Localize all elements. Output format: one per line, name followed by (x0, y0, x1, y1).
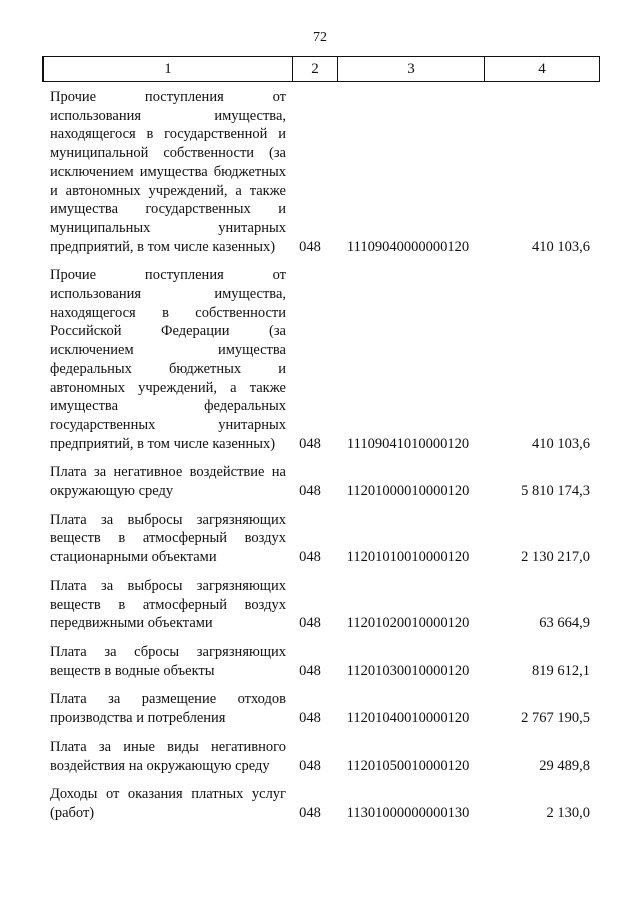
budget-classification-code: 11201050010000120 (346, 757, 470, 774)
table-row (42, 463, 598, 500)
amount: 410 103,6 (532, 238, 590, 255)
revenue-name: Плата за выбросы загрязняющих веществ в атмосферный воздух передвижными объектами (50, 577, 286, 632)
revenue-name: Плата за негативное воздействие на окружающую среду (50, 464, 286, 500)
admin-code: 048 (299, 435, 321, 452)
table-row (42, 577, 598, 633)
budget-classification-code: 11201020010000120 (346, 615, 470, 632)
column-header-1: 1 (43, 57, 293, 82)
amount: 2 130,0 (546, 804, 590, 821)
revenue-name: Плата за иные виды негативного воздействия на окружающую среду (50, 738, 286, 774)
column-header-table (42, 56, 600, 82)
admin-code: 048 (299, 483, 321, 500)
table-row (42, 785, 598, 822)
revenue-name: Плата за сбросы загрязняющих веществ в водные объекты (50, 643, 286, 679)
table-row (42, 690, 598, 727)
admin-code: 048 (299, 804, 321, 821)
budget-classification-code: 11301000000000130 (346, 804, 470, 821)
revenue-table-body (42, 88, 598, 833)
amount: 2 130 217,0 (521, 549, 590, 566)
table-row (42, 266, 598, 453)
amount: 819 612,1 (532, 662, 590, 679)
table-row (42, 88, 598, 256)
budget-classification-code: 11201040010000120 (346, 710, 470, 727)
table-row (42, 738, 598, 775)
budget-classification-code: 11201030010000120 (346, 662, 470, 679)
admin-code: 048 (299, 757, 321, 774)
budget-classification-code: 11109040000000120 (346, 238, 470, 255)
column-header-3: 3 (338, 57, 485, 82)
amount: 29 489,8 (539, 757, 590, 774)
admin-code: 048 (299, 710, 321, 727)
revenue-name: Доходы от оказания платных услуг (работ) (50, 786, 286, 821)
revenue-name: Плата за выбросы загрязняющих веществ в атмосферный воздух стационарными объектами (50, 511, 286, 566)
admin-code: 048 (299, 615, 321, 632)
admin-code: 048 (299, 662, 321, 679)
table-row (42, 511, 598, 567)
admin-code: 048 (299, 238, 321, 255)
page-number: 72 (313, 30, 327, 45)
budget-classification-code: 11201010010000120 (346, 549, 470, 566)
amount: 410 103,6 (532, 435, 590, 452)
column-header-2: 2 (293, 57, 338, 82)
column-header-row (43, 57, 600, 82)
amount: 63 664,9 (539, 615, 590, 632)
admin-code: 048 (299, 549, 321, 566)
column-header-4: 4 (485, 57, 600, 82)
budget-classification-code: 11201000010000120 (346, 483, 470, 500)
revenue-name: Прочие поступления от использования имущества, находящегося в государственной и муниципальной собственности (за исключением имущества бюджетных и автономных учреждений, а также имущества государственных и муниципальных унитарных предприятий, в том числе казенных) (50, 89, 286, 255)
budget-classification-code: 11109041010000120 (346, 435, 470, 452)
revenue-name: Плата за размещение отходов производства и потребления (50, 691, 286, 727)
revenue-name: Прочие поступления от использования имущества, находящегося в собственности Российской Федерации (за исключением имущества федеральных бюджетных и автономных учреждений, а также имущества федеральных государственных унитарных предприятий, в том числе казенных) (50, 267, 286, 452)
amount: 2 767 190,5 (521, 710, 590, 727)
amount: 5 810 174,3 (521, 483, 590, 500)
table-row (42, 643, 598, 680)
